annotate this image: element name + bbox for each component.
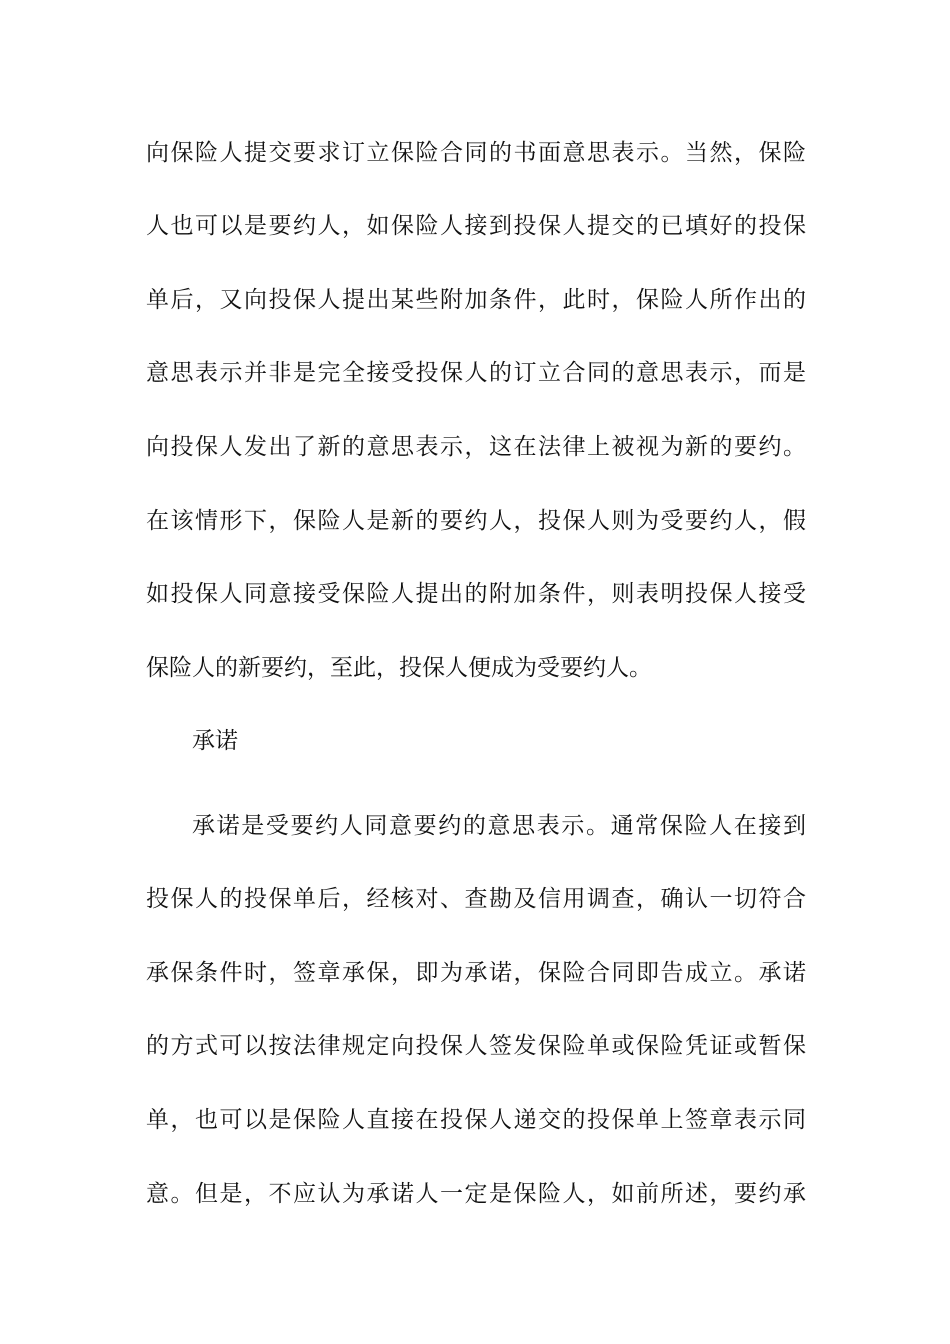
paragraph-line: 投保人的投保单后，经核对、查勘及信用调查，确认一切符合 [146, 886, 806, 912]
paragraph-line: 保险人的新要约，至此，投保人便成为受要约人。 [146, 655, 652, 681]
paragraph-line: 单，也可以是保险人直接在投保人递交的投保单上签章表示同 [146, 1107, 806, 1133]
paragraph-line: 人也可以是要约人，如保险人接到投保人提交的已填好的投保 [146, 213, 806, 239]
paragraph-line: 如投保人同意接受保险人提出的附加条件，则表明投保人接受 [146, 581, 806, 607]
paragraph-line: 的方式可以按法律规定向投保人签发保险单或保险凭证或暂保 [146, 1033, 806, 1059]
paragraph-line: 意。但是，不应认为承诺人一定是保险人，如前所述，要约承 [146, 1181, 806, 1207]
paragraph-line: 向投保人发出了新的意思表示，这在法律上被视为新的要约。 [146, 434, 806, 460]
section-heading: 承诺 [192, 728, 238, 754]
paragraph-line: 单后，又向投保人提出某些附加条件，此时，保险人所作出的 [146, 287, 806, 313]
paragraph-line: 向保险人提交要求订立保险合同的书面意思表示。当然，保险 [146, 140, 806, 166]
paragraph-line: 承保条件时，签章承保，即为承诺，保险合同即告成立。承诺 [146, 960, 806, 986]
paragraph-line: 意思表示并非是完全接受投保人的订立合同的意思表示，而是 [146, 360, 806, 386]
paragraph-line-indented: 承诺是受要约人同意要约的意思表示。通常保险人在接到 [192, 813, 806, 839]
paragraph-line: 在该情形下，保险人是新的要约人，投保人则为受要约人，假 [146, 508, 806, 534]
